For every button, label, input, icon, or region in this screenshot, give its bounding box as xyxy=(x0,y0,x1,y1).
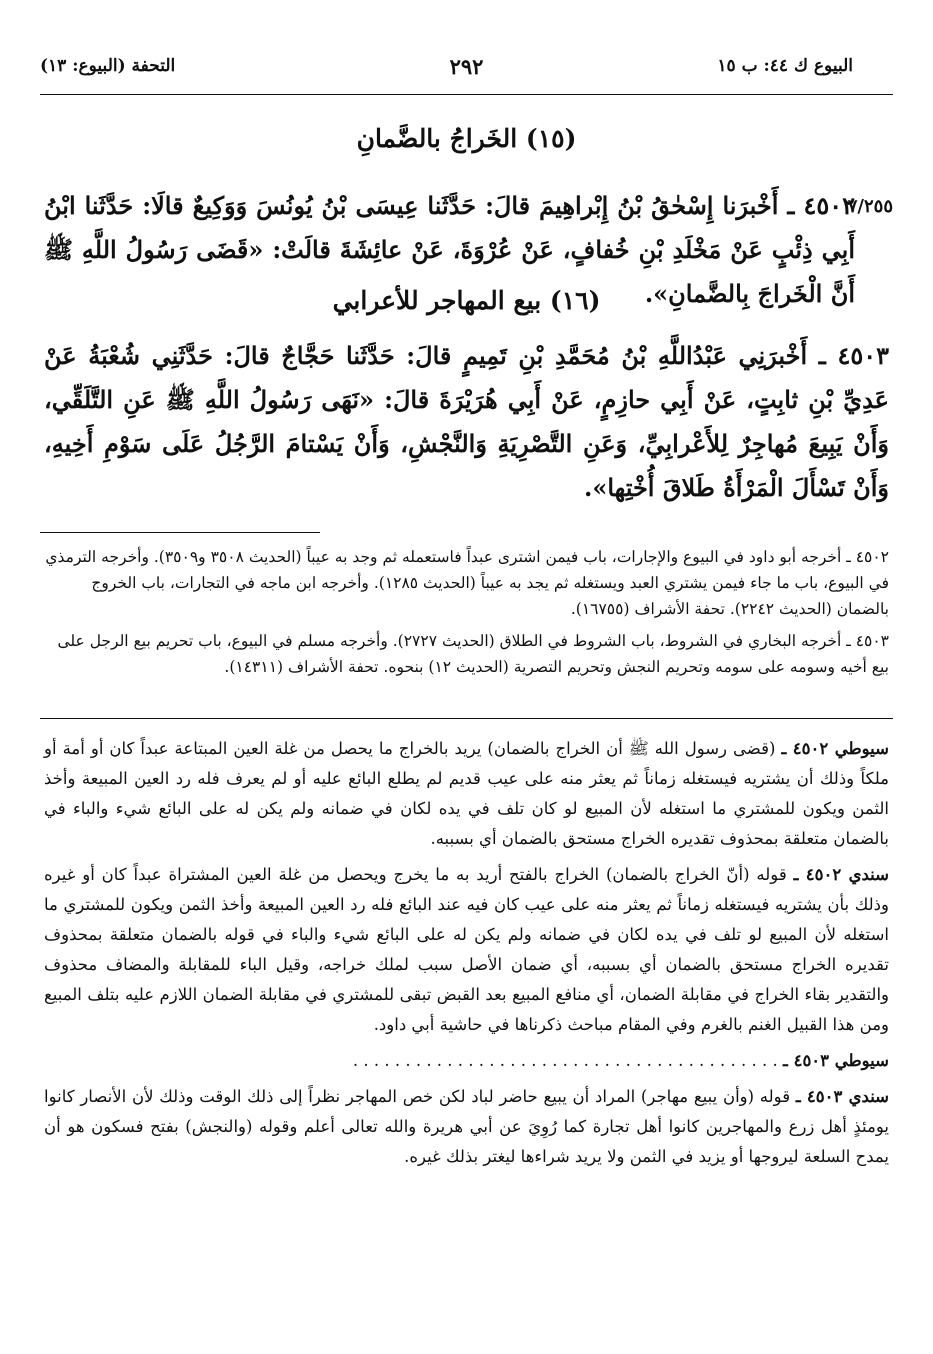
sindi-4503-label: سندي ٤٥٠٣ ـ xyxy=(795,1087,889,1106)
volume-reference: ٧/٢٥٥ xyxy=(847,196,893,217)
takhrij-notes xyxy=(44,544,889,686)
suyuti-4502-text: (قضى رسول الله ﷺ أن الخراج بالضمان) يريد بالخراج ما يحصل من غلة العين المبتاعة عبداً كان أو أمة أو ملكاً وذلك أن يشتريه فيستغله زماناً ثم يعثر منه على عيب قديم لم يطلع البائع عليه أو لم يعرف فله رد العين المبيعة وأخذ الثمن ويكون للمشتري ما استغله لأن المبيع لو كان تلف في يده لكان في ضمانه ولم يكن له على البائع شيء والباء في بالضمان متعلقة بمحذوف تقديره الخراج مستحق بالضمان أي بسببه. xyxy=(44,739,889,848)
running-header xyxy=(40,56,893,88)
hadith-4502-text: ٤٥٠٢ ـ أَخْبرَنا إِسْحٰقُ بْنُ إِبْراهِيمَ قالَ: حَدَّثَنا عِيسَى بْنُ يُونُسَ وَوَكِيعٌ قالَا: حَدَّثَنا ابْنُ أَبِي ذِئْبٍ عَنْ مَخْلَدِ بْنِ خُفافٍ، عَنْ عُرْوَةَ، عَنْ عائِشَةَ قالَتْ: «قَضَى رَسُولُ اللَّهِ ﷺ أَنَّ الْخَراجَ بِالضَّمانِ». xyxy=(44,191,855,308)
commentary-rule xyxy=(40,718,893,719)
commentary xyxy=(44,734,889,1178)
suyuti-4502-label: سيوطي ٤٥٠٢ ـ xyxy=(781,739,889,758)
sindi-4502 xyxy=(44,860,889,1040)
header-book-chapter: البيوع ك ٤٤: ب ١٥ xyxy=(717,56,853,76)
chapter-15-title: (١٥) الخَراجُ بالضَّمانِ xyxy=(356,124,577,153)
header-tuhfa-ref: التحفة (البيوع: ١٣) xyxy=(40,56,176,76)
sindi-4503 xyxy=(44,1082,889,1172)
chapter-16-title: (١٦) بيع المهاجر للأعرابي xyxy=(332,286,601,315)
suyuti-4503 xyxy=(44,1046,889,1076)
sindi-4502-text: قوله (أنّ الخراج بالضمان) الخراج بالفتح أريد به ما يخرج ويحصل من غلة العين المشتراة عبداً كان أو غيره وذلك بأن يشتريه فيستغله زماناً ثم يعثر منه على عيب كان فيه عند البائع فله رد العين المبيعة وأخذ الثمن ويكون للمشتري ما استغله لأن المبيع لو تلف في يده لكان في ضمانه ولم يكن له على البائع شيء والباء في قوله بالضمان متعلقة بمحذوف تقديره الخراج مستحق بالضمان أي بسببه، أي ضمان الأصل سبب لملك خراجه، وقيل الباء للمقابلة والمضاف محذوف والتقدير بقاء الخراج في مقابلة الضمان، أي منافع المبيع بعد القبض تبقى للمشتري في مقابلة الضمان اللازم عليه بتلف المبيع ومن هذا القبيل الغنم بالغرم وفي المقام مباحث ذكرناها في حاشية أبي داود. xyxy=(44,865,889,1034)
note-4502: ٤٥٠٢ ـ أخرجه أبو داود في البيوع والإجارات، باب فيمن اشترى عبداً فاستعمله ثم وجد به عيباً (الحديث ٣٥٠٨ و٣٥٠٩). وأخرجه الترمذي في البيوع، باب ما جاء فيمن يشتري العبد ويستغله ثم يجد به عيباً (الحديث ١٢٨٥). وأخرجه ابن ماجه في التجارات، باب الخروج بالضمان (الحديث ٢٢٤٢). تحفة الأشراف (١٦٧٥٥). xyxy=(45,548,889,618)
sindi-4502-label: سندي ٤٥٠٢ ـ xyxy=(793,865,889,884)
suyuti-4502 xyxy=(44,734,889,854)
suyuti-4503-label: سيوطي ٤٥٠٣ ـ xyxy=(782,1051,889,1070)
note-4503: ٤٥٠٣ ـ أخرجه البخاري في الشروط، باب الشروط في الطلاق (الحديث ٢٧٢٧). وأخرجه مسلم في البيوع، باب تحريم بيع الرجل على بيع أخيه وسومه على سومه وتحريم النجش وتحريم التصرية (الحديث ١٢) بنحوه. تحفة الأشراف (١٤٣١١). xyxy=(57,632,889,676)
page-number: ٢٩٢ xyxy=(449,54,484,79)
sindi-4503-text: قوله (وأن يبيع مهاجر) المراد أن يبيع حاضر لباد لكن خص المهاجر نظراً إلى ذلك الوقت وذلك لأن الأنصار كانوا يومئذٍ أهل زرع والمهاجرين كانوا أهل تجارة كما رُوِيَ عن أبي هريرة والله تعالى أعلم وقوله (والنجش) بفتح فسكون هو أن يمدح السلعة ليروجها أو يزيد في الثمن ولا يريد شراءها ليغتر بذلك غيره. xyxy=(44,1087,889,1166)
notes-separator xyxy=(40,532,320,533)
header-rule xyxy=(40,94,893,95)
hadith-4503-text: ٤٥٠٣ ـ أَخْبرَنِي عَبْدُاللَّهِ بْنُ مُحَمَّدِ بْنِ تَمِيمٍ قالَ: حَدَّثَنا حَجَّاجٌ قالَ: حَدَّثَنِي شُعْبَةُ عَنْ عَدِيِّ بْنِ ثابِتٍ، عَنْ أَبِي حازِمٍ، عَنْ أَبِي هُرَيْرَةَ قالَ: «نَهَى رَسُولُ اللَّهِ ﷺ عَنِ التَّلَقِّي، وَأَنْ يَبِيعَ مُهاجِرٌ لِلأَعْرابِيِّ، وَعَنِ التَّصْرِيَةِ وَالنَّجْشِ، وَأَنْ يَسْتامَ الرَّجُلُ عَلَى سَوْمِ أَخِيهِ، وَأَنْ تَسْأَلَ الْمَرْأَةُ طَلاقَ أُخْتِها». xyxy=(44,341,889,502)
suyuti-4503-dots: . . . . . . . . . . . . . . . . . . . . . . . . . . . . . . . . . . . . . . . . . xyxy=(352,1051,778,1070)
